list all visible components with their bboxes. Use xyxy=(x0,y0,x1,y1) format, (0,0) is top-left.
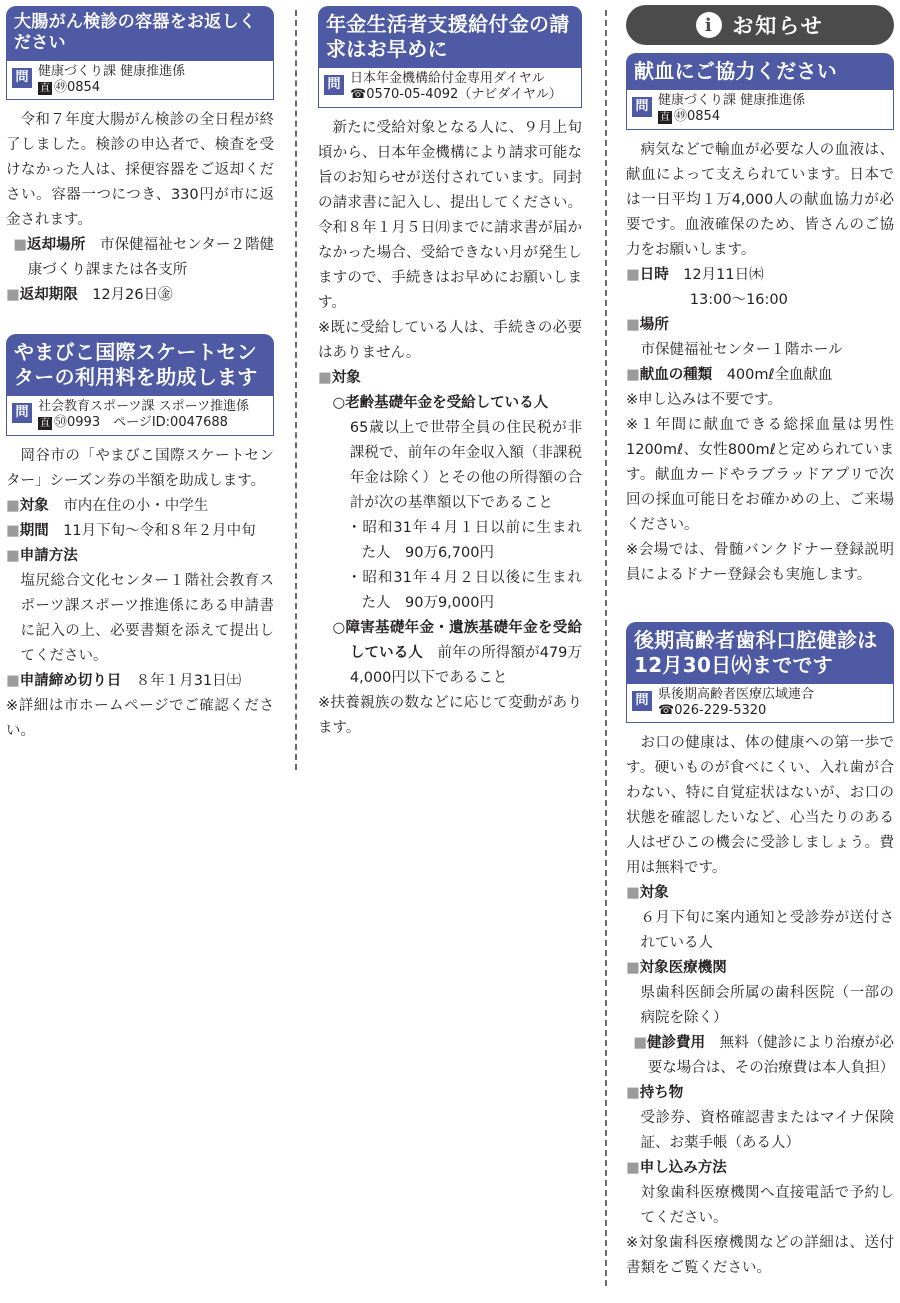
contact-dept: 健康づくり課 健康推進係 xyxy=(38,63,186,79)
section-body: 病気などで輸血が必要な人の血液は、献血によって支えられています。日本では一日平均１万4,000人の献血協力が必要です。血液確保のため、皆さんのご協力をお願いします。 xyxy=(626,141,894,258)
section-note: ※扶養親族の数などに応じて変動があります。 xyxy=(318,694,582,736)
target-value: ６月下旬に案内通知と受診券が送付されている人 xyxy=(640,910,894,951)
info-icon: i xyxy=(696,12,722,38)
institution-value: 県歯科医師会所属の歯科医院（一部の病院を除く） xyxy=(640,985,894,1026)
pension-section: 年金生活者支援給付金の請求はお早めに 問 日本年金機構給付金専用ダイヤル ☎0570-05-4092（ナビダイヤル） 新たに受給対象となる人に、９月上旬頃から、日本年金機構により請求可能な旨のお知らせが送付されています。同封の請求書に記入し、提出してください。令和８年１月５日㈪までに請求書が届かなかった場合、受給できない月が発生しますので、手続きはお早めにお願いします。 ※既に受給している人は、手続きの必要はありません。 ■対象 ○老齢基礎年金を受給している人 65歳以上で世帯全員の住民税が非課税で、前年の年金収入額（非課税年金は除く）とその他の所得額の合計が次の基準額以下であること ・昭和31年４月１日以前に生まれた人 90万6,700円 ・昭和31年４月２日以後に生まれた人 90万9,000円 ○障害基礎年金・遺族基礎年金を受給している人 前年の所得額が479万4,000円以下であること ※扶養親族の数などに応じて変動があります。 xyxy=(318,6,582,741)
contact-box xyxy=(626,684,894,724)
section-title: 献血にご協力ください xyxy=(626,53,894,90)
target-b-title: ○障害基礎年金・遺族基礎年金を受給している人 xyxy=(332,619,582,661)
return-place-value: 市保健福祉センター２階健康づくり課または各支所 xyxy=(27,237,275,278)
place-label: 場所 xyxy=(639,316,669,333)
inquiry-icon: 問 xyxy=(632,97,652,117)
return-place-label: 返却場所 xyxy=(27,237,86,253)
return-deadline-value: 12月26日㊎ xyxy=(92,287,173,303)
inquiry-icon: 問 xyxy=(632,691,652,711)
apply-label: 申し込み方法 xyxy=(639,1160,727,1176)
column-1 xyxy=(6,0,274,766)
period-value: 11月下旬～令和８年２月中旬 xyxy=(63,522,256,539)
inquiry-icon: 問 xyxy=(324,75,344,95)
section-note: ※既に受給している人は、手続きの必要はありません。 xyxy=(318,319,582,361)
blood-donation-section: 献血にご協力ください 問 健康づくり課 健康推進係 直 ㊾0854 病気などで輸血が必要な人の血液は、献血によって支えられています。日本では一日平均１万4,000人の献血協力が必要です。血液確保のため、皆さんのご協力をお願いします。 ■日時 12月11日㈭ 13:00～16:00 ■場所 市保健福祉センター１階ホール ■献血の種類 400mℓ全血献血 ※申し込みは不要です。 ※１年間に献血できる総採血量は男性1200mℓ、女性800mℓと定められています。献血カードやラブラッドアプリで次回の採血可能日をお確かめの上、ご来場ください。 ※会場では、骨髄バンクドナー登録説明員によるドナー登録会も実施します。 xyxy=(626,53,894,588)
direct-line-icon: 直 xyxy=(660,112,670,124)
items-label: 持ち物 xyxy=(639,1085,684,1101)
place-value: 市保健福祉センター１階ホール xyxy=(640,341,843,358)
contact-phone: ☎026-229-5320 xyxy=(658,702,767,718)
column-divider-1 xyxy=(295,10,297,770)
contact-dept: 日本年金機構給付金専用ダイヤル xyxy=(350,71,545,86)
notice-banner xyxy=(626,5,894,45)
contact-box xyxy=(6,61,274,101)
period-label: 期間 xyxy=(19,522,49,539)
method-value: 塩尻総合文化センター１階社会教育スポーツ課スポーツ推進係にある申請書に記入の上、必要書類を添えて提出してください。 xyxy=(20,572,274,664)
deadline-value: ８年１月31日㈯ xyxy=(135,672,242,689)
return-deadline-label: 返却期限 xyxy=(19,287,78,303)
column-2 xyxy=(318,0,582,763)
section-body: お口の健康は、体の健康への第一歩です。硬いものが食べにくい、入れ歯が合わない、特に自覚症状はないが、お口の状態を確認したいなど、心当たりのある人はぜひこの機会に受診しましょう。費用は無料です。 xyxy=(626,735,894,876)
section-title: やまびこ国際スケートセンターの利用料を助成します xyxy=(6,334,274,396)
section-title: 年金生活者支援給付金の請求はお早めに xyxy=(318,6,582,68)
section-note: ※対象歯科医療機関などの詳細は、送付書類をご覧ください。 xyxy=(626,1235,894,1276)
direct-line-icon: 直 xyxy=(40,418,50,430)
fee-label: 健診費用 xyxy=(646,1035,706,1051)
section-body: 岡谷市の「やまびこ国際スケートセンター」シーズン券の半額を助成します。 xyxy=(6,447,274,489)
kind-value: 400mℓ全血献血 xyxy=(726,366,833,383)
time-value: 13:00～16:00 xyxy=(689,291,788,308)
apply-value: 対象歯科医療機関へ直接電話で予約してください。 xyxy=(640,1185,894,1226)
dental-checkup-section: 後期高齢者歯科口腔健診は12月30日㈫までです 問 県後期高齢者医療広域連合 ☎026-229-5320 お口の健康は、体の健康への第一歩です。硬いものが食べにくい、入れ歯が合わない、特に自覚症状はないが、お口の状態を確認したいなど、心当たりのある人はぜひこの機会に受診しましょう。費用は無料です。 ■対象 ６月下旬に案内通知と受診券が送付されている人 ■対象医療機関 県歯科医師会所属の歯科医院（一部の病院を除く） ■健診費用 無料（健診により治療が必要な場合は、その治療費は本人負担） ■持ち物 受診券、資格確認書またはマイナ保険証、お薬手帳（ある人） ■申し込み方法 対象歯科医療機関へ直接電話で予約してください。 ※対象歯科医療機関などの詳細は、送付書類をご覧ください。 xyxy=(626,622,894,1282)
contact-phone: ㊾0854 xyxy=(674,109,721,125)
section-note: ※会場では、骨髄バンクドナー登録説明員によるドナー登録会も実施します。 xyxy=(626,541,894,583)
contact-phone: ☎0570-05-4092（ナビダイヤル） xyxy=(350,87,562,103)
date-value: 12月11日㈭ xyxy=(683,266,764,283)
inquiry-icon: 問 xyxy=(12,403,32,423)
contact-box xyxy=(626,90,894,130)
section-title: 後期高齢者歯科口腔健診は12月30日㈫までです xyxy=(626,622,894,684)
target-a-title: ○老齢基礎年金を受給している人 xyxy=(332,394,549,411)
skate-center-section: やまびこ国際スケートセンターの利用料を助成します 問 社会教育スポーツ課 スポーツ推進係 直 ㊿0993 ページID:0047688 岡谷市の「やまびこ国際スケートセンター」シーズン券の半額を助成します。 ■対象 市内在住の小・中学生 ■期間 11月下旬～令和８年２月中旬 ■申請方法 塩尻総合文化センター１階社会教育スポーツ課スポーツ推進係にある申請書に記入の上、必要書類を添えて提出してください。 ■申請締め切り日 ８年１月31日㈯ ※詳細は市ホームページでご確認ください。 xyxy=(6,334,274,744)
section-note: ※詳細は市ホームページでご確認ください。 xyxy=(6,697,274,739)
deadline-label: 申請締め切り日 xyxy=(19,672,122,689)
target-a-bullet-1: ・昭和31年４月１日以前に生まれた人 90万6,700円 xyxy=(347,519,582,561)
target-b-body: 前年の所得額が479万4,000円以下であること xyxy=(349,644,583,686)
target-label: 対象 xyxy=(639,885,669,901)
method-label: 申請方法 xyxy=(19,547,78,564)
inquiry-icon: 問 xyxy=(12,68,32,88)
institution-label: 対象医療機関 xyxy=(639,960,727,976)
target-label: 対象 xyxy=(331,369,361,386)
kind-label: 献血の種類 xyxy=(639,366,713,383)
fee-value: 無料（健診により治療が必要な場合は、その治療費は本人負担） xyxy=(647,1035,895,1076)
contact-dept: 健康づくり課 健康推進係 xyxy=(658,93,806,108)
section-title: 大腸がん検診の容器をお返しください xyxy=(6,6,274,61)
column-3 xyxy=(626,0,894,1303)
target-a-bullet-2: ・昭和31年４月２日以後に生まれた人 90万9,000円 xyxy=(347,569,582,611)
contact-dept: 社会教育スポーツ課 スポーツ推進係 xyxy=(38,399,250,414)
contact-box xyxy=(318,68,582,108)
section-note: ※１年間に献血できる総採血量は男性1200mℓ、女性800mℓと定められています。献血カードやラブラッドアプリで次回の採血可能日をお確かめの上、ご来場ください。 xyxy=(626,416,894,533)
direct-line-icon: 直 xyxy=(40,82,50,94)
items-value: 受診券、資格確認書またはマイナ保険証、お薬手帳（ある人） xyxy=(640,1110,894,1151)
contact-phone: ㊾0854 xyxy=(54,79,101,95)
section-body: 新たに受給対象となる人に、９月上旬頃から、日本年金機構により請求可能な旨のお知らせが送付されています。同封の請求書に記入し、提出してください。令和８年１月５日㈪までに請求書が届かなかった場合、受給できない月が発生しますので、手続きはお早めにお願いします。 xyxy=(318,119,582,311)
contact-box xyxy=(6,396,274,436)
date-label: 日時 xyxy=(639,266,669,283)
section-note: ※申し込みは不要です。 xyxy=(626,391,782,408)
section-body: 令和７年度大腸がん検診の全日程が終了しました。検診の申込者で、検査を受けなかった人は、採便容器をご返却ください。容器一つにつき、330円が市に返金されます。 xyxy=(6,112,274,228)
target-a-body: 65歳以上で世帯全員の住民税が非課税で、前年の年金収入額（非課税年金は除く）とその他の所得額の合計が次の基準額以下であること xyxy=(349,419,582,511)
colon-cancer-section: 大腸がん検診の容器をお返しください 問 健康づくり課 健康推進係 直 ㊾0854 令和７年度大腸がん検診の全日程が終了しました。検診の申込者で、検査を受けなかった人は、採便容器をご返却ください。容器一つにつき、330円が市に返金されます。 ■返却場所 市保健福祉センター２階健康づくり課または各支所 ■返却期限 12月26日㊎ xyxy=(6,6,274,308)
target-value: 市内在住の小・中学生 xyxy=(63,497,209,514)
target-label: 対象 xyxy=(19,497,49,514)
contact-dept: 県後期高齢者医療広域連合 xyxy=(658,686,815,702)
contact-phone: ㊿0993 ページID:0047688 xyxy=(54,415,228,431)
notice-label: お知らせ xyxy=(732,14,824,38)
column-divider-2 xyxy=(605,10,607,1286)
